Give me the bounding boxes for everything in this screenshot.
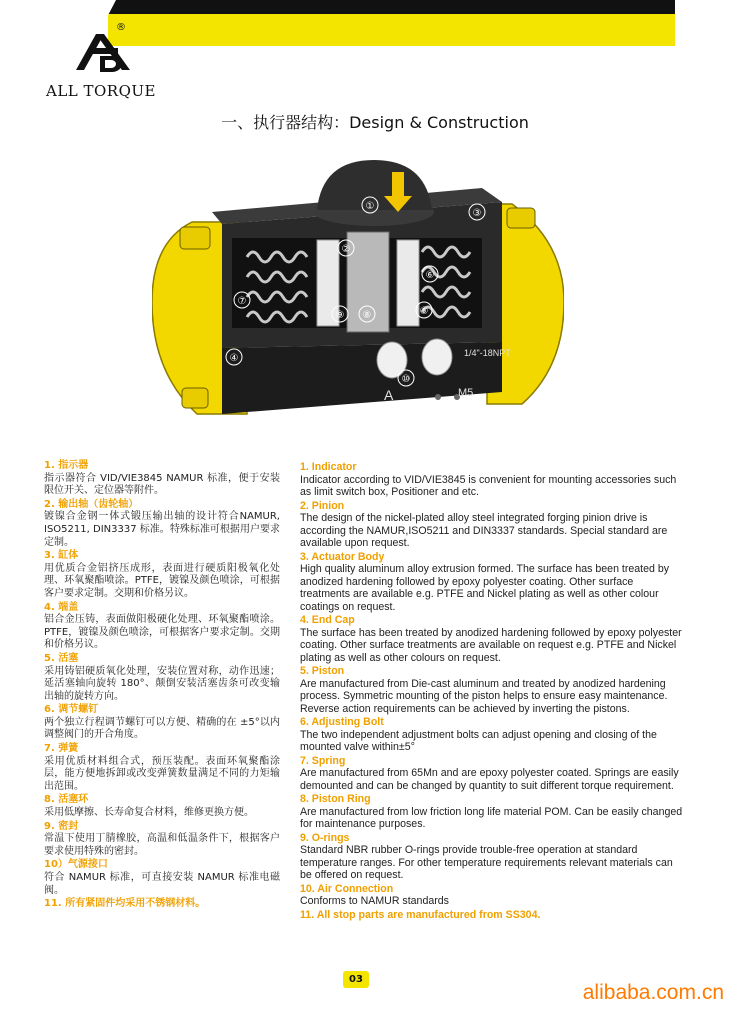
en-item-body: The design of the nickel-plated alloy steel integrated forging pinion drive is according the NAMUR,ISO5211 and DIN3337 standards. Special standard are available upon request. — [300, 512, 668, 549]
en-item-title: 5. Piston — [300, 665, 345, 677]
zh-item-5 — [44, 653, 280, 703]
zh-item-title: 6. 调节螺钉 — [44, 704, 99, 716]
en-item-body: Conforms to NAMUR standards — [300, 895, 449, 907]
zh-item-3 — [44, 550, 280, 600]
marker-3: ③ — [472, 208, 482, 219]
en-final-note: 11. All stop parts are manufactured from SS304. — [300, 908, 541, 921]
en-item-3 — [300, 551, 685, 614]
en-item-body: Indicator according to VID/VIE3845 is convenient for mounting accessories such as limit switch box, Positioner and etc. — [300, 473, 677, 498]
zh-item-8 — [44, 794, 280, 819]
port-a-label: A — [384, 387, 394, 403]
en-item-9 — [300, 832, 685, 882]
page-title: 一、执行器结构：Design & Construction — [221, 113, 529, 132]
zh-item-body: 采用铸铝硬质氧化处理，安装位置对称，动作迅速；延活塞轴向旋转 180°、颠倒安装活塞齿条可改变输出轴的旋转方向。 — [44, 665, 280, 702]
brand-name: ALL TORQUE — [45, 82, 156, 100]
zh-item-title: 5. 活塞 — [44, 652, 79, 664]
registered-mark: ® — [116, 22, 126, 33]
zh-item-body: 指示器符合 VID/VIE3845 NAMUR 标准，便于安装限位开关、定位器等附件。 — [44, 472, 280, 497]
en-item-10 — [300, 883, 685, 908]
zh-item-title: 10）气源接口 — [44, 859, 108, 871]
marker-2: ② — [341, 244, 351, 255]
en-item-body: The two independent adjustment bolts can adjust opening and closing of the mounted valve within±5° — [300, 728, 657, 753]
en-item-body: High quality aluminum alloy extrusion formed. The surface has been treated by anodized hardening followed by epoxy polyester coating. Other surface treatments are available e.g. PTFE and Nickel plating as well as other colour coatings on request. — [300, 563, 670, 613]
port-thread-label: 1/4"-18NPT — [464, 348, 511, 358]
english-spec-column — [300, 461, 685, 921]
zh-item-title: 4. 端盖 — [44, 601, 79, 613]
zh-item-title: 3. 缸体 — [44, 550, 79, 562]
zh-item-body: 采用低摩擦、长寿命复合材料，维修更换方便。 — [44, 807, 254, 819]
en-item-title: 10. Air Connection — [300, 882, 394, 895]
header-yellow-band — [108, 14, 675, 46]
actuator-cutaway-illustration — [152, 152, 564, 434]
zh-item-body: 镀镍合金钢一体式锻压输出轴的设计符合NAMUR, ISO5211, DIN3337 标准。特殊标准可根据用户要求定制。 — [44, 511, 280, 548]
header-black-band — [100, 0, 675, 14]
marker-8: ⑧ — [362, 310, 372, 321]
zh-item-body: 两个独立行程调节螺钉可以方便、精确的在 ±5°以内调整阀门的开合角度。 — [44, 716, 280, 741]
marker-9: ⑨ — [335, 310, 345, 321]
en-item-body: Are manufactured from low friction long life material POM. Can be easily changed for maintenance purposes. — [300, 805, 683, 830]
en-item-7 — [300, 755, 685, 793]
zh-item-body: 铝合金压铸，表面做阳极硬化处理、环氧聚酯喷涂。PTFE，镀镍及颜色喷涂，可根据客户要求定制。交期和价格另议。 — [44, 614, 280, 651]
en-item-title: 3. Actuator Body — [300, 550, 385, 563]
marker-7: ⑦ — [237, 296, 247, 307]
zh-item-body: 常温下使用丁腈橡胶，高温和低温条件下，根据客户要求使用特殊的密封。 — [44, 833, 280, 857]
zh-item-4 — [44, 602, 280, 652]
en-item-body: The surface has been treated by anodized hardening followed by epoxy polyester coating. Other surface treatments are available on request e.g. PTFE and Nickel plating as well as other colours on request. — [300, 626, 682, 664]
zh-item-7 — [44, 743, 280, 793]
en-item-body: Are manufactured from 65Mn and are epoxy polyester coated. Springs are easily demounted and can be changed by quantity to suit different torque requirement. — [300, 767, 679, 792]
zh-item-title: 9. 密封 — [44, 820, 79, 832]
zh-item-title: 8. 活塞环 — [44, 794, 89, 806]
en-item-5 — [300, 665, 685, 715]
en-item-6 — [300, 716, 685, 754]
en-item-2 — [300, 500, 685, 550]
en-item-title: 4. End Cap — [300, 614, 355, 626]
marker-5: ⑤ — [419, 306, 429, 317]
en-item-title: 6. Adjusting Bolt — [300, 716, 384, 728]
zh-item-9 — [44, 821, 280, 859]
en-item-8 — [300, 793, 685, 831]
zh-item-body: 采用优质材料组合式，预压装配。表面环氧聚酯涂层，能方便地拆卸或改变弹簧数量满足不同的力矩输出范围。 — [44, 755, 280, 792]
marker-4: ④ — [229, 353, 239, 364]
page-number: 03 — [343, 971, 369, 988]
en-item-title: 2. Pinion — [300, 499, 345, 512]
zh-item-title: 2. 输出轴（齿轮轴） — [44, 498, 139, 510]
zh-item-1 — [44, 460, 280, 498]
zh-item-body: 符合 NAMUR 标准，可直接安装 NAMUR 标准电磁阀。 — [44, 872, 280, 896]
en-item-1 — [300, 461, 685, 499]
chinese-spec-column — [44, 460, 280, 911]
en-item-title: 8. Piston Ring — [300, 793, 371, 805]
en-item-title: 9. O-rings — [300, 831, 350, 844]
zh-item-6 — [44, 704, 280, 742]
zh-item-title: 7. 弹簧 — [44, 743, 79, 755]
zh-item-body: 用优质合金铝挤压成形，表面进行硬质阳极氧化处理、环氧聚酯喷涂。PTFE，镀镍及颜色喷涂，可根据客户要求定制。交期和价格另议。 — [44, 562, 280, 599]
marker-10: ⑩ — [401, 374, 411, 385]
zh-item-10 — [44, 859, 280, 897]
zh-item-2 — [44, 499, 280, 549]
en-item-4 — [300, 614, 685, 664]
en-item-body: Are manufactured from Die-cast aluminum and treated by anodized hardening process. Symmetric mounting of the piston helps to ensure easy maintenance. Reverse action requirements can be achieved by inverting the pistons. — [300, 677, 668, 715]
port-m5-label: M5 — [458, 387, 474, 399]
zh-final-note: 11. 所有紧固件均采用不锈钢材料。 — [44, 898, 206, 910]
marker-6: ⑥ — [425, 270, 435, 281]
zh-item-title: 1. 指示器 — [44, 460, 89, 471]
en-item-body: Standard NBR rubber O-rings provide trouble-free operation at standard temperature ranges. For other temperature requirements relevant materials can be offered on request. — [300, 844, 673, 881]
en-item-title: 1. Indicator — [300, 461, 357, 473]
marker-1: ① — [365, 201, 375, 212]
en-item-title: 7. Spring — [300, 754, 346, 767]
watermark: alibaba.com.cn — [582, 981, 724, 1004]
